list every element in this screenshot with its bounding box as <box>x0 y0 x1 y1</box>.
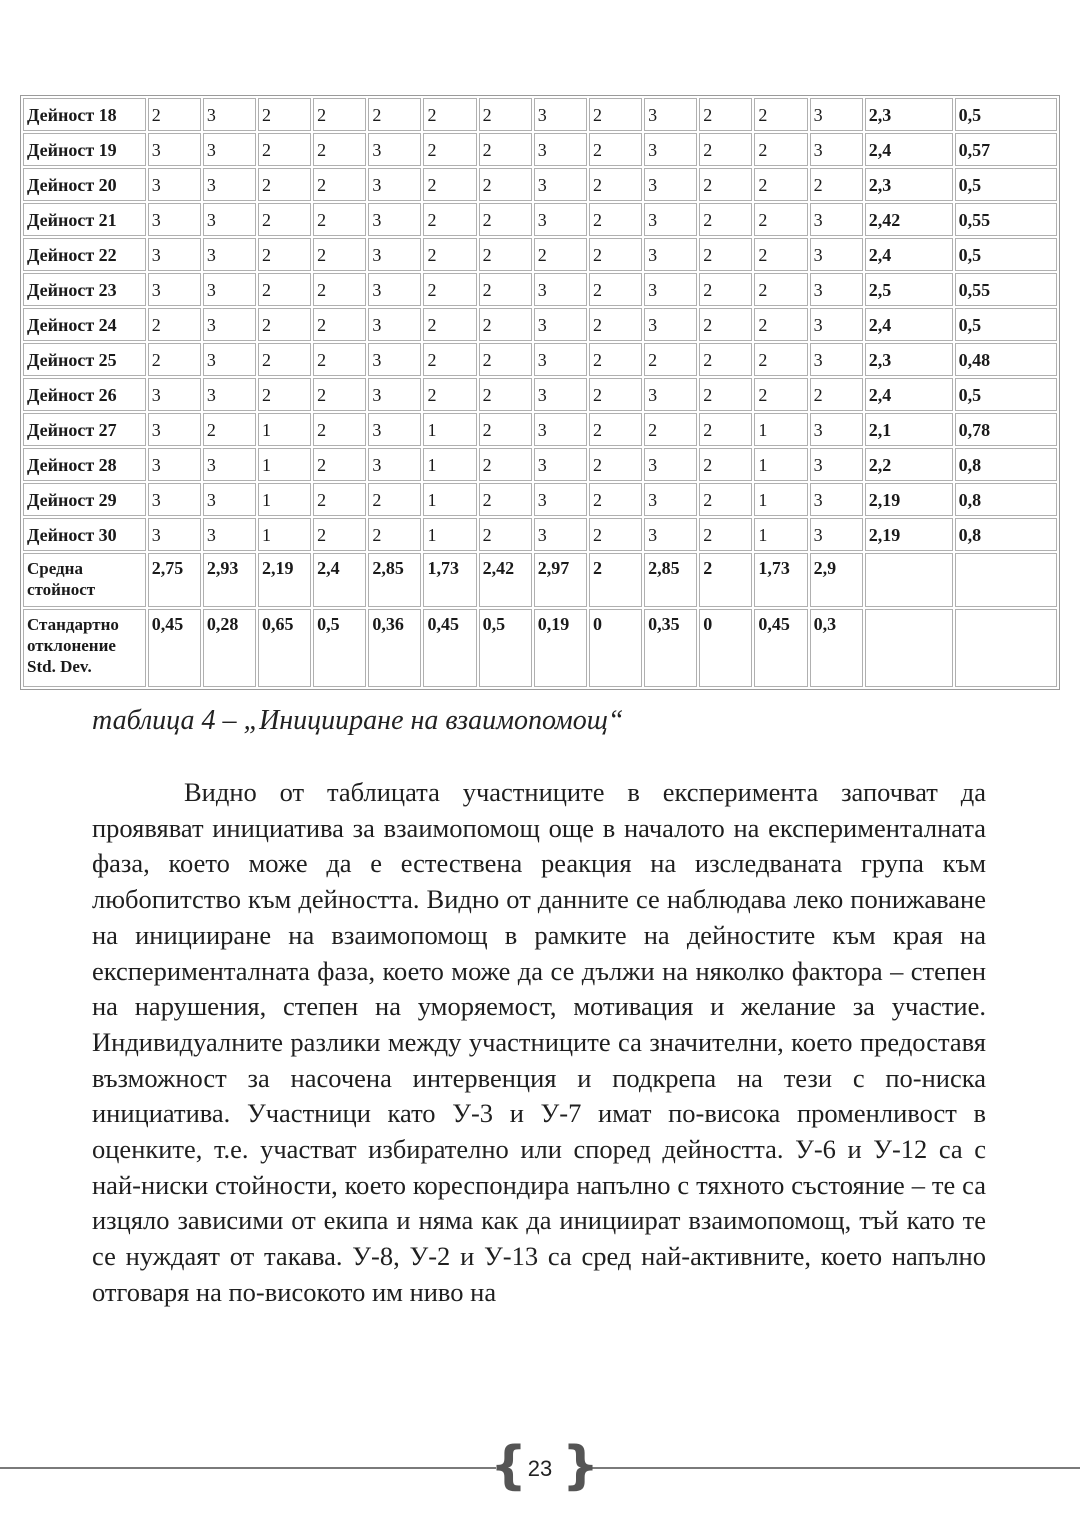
score-cell: 2 <box>699 448 752 481</box>
score-cell: 2 <box>148 98 201 131</box>
score-cell: 2 <box>754 378 807 411</box>
summary-cell: 2 <box>589 553 642 607</box>
score-cell: 3 <box>534 133 587 166</box>
mean-cell: 2,19 <box>865 483 953 516</box>
summary-cell: 0,36 <box>368 609 421 687</box>
score-cell: 1 <box>423 413 476 446</box>
empty-cell <box>865 609 953 687</box>
table-row <box>23 483 1057 516</box>
sd-cell: 0,48 <box>955 343 1057 376</box>
score-cell: 2 <box>258 168 311 201</box>
score-cell: 2 <box>754 98 807 131</box>
score-cell: 3 <box>644 483 697 516</box>
score-cell: 3 <box>810 273 863 306</box>
row-label: Дейност 18 <box>23 98 146 131</box>
score-cell: 2 <box>313 378 366 411</box>
row-label: Дейност 23 <box>23 273 146 306</box>
mean-cell: 2,4 <box>865 308 953 341</box>
score-cell: 3 <box>148 518 201 551</box>
score-cell: 2 <box>589 133 642 166</box>
score-cell: 2 <box>699 483 752 516</box>
score-cell: 3 <box>810 98 863 131</box>
score-cell: 1 <box>258 483 311 516</box>
mean-summary-row <box>23 553 1057 607</box>
sd-cell: 0,78 <box>955 413 1057 446</box>
score-cell: 3 <box>148 378 201 411</box>
score-cell: 3 <box>644 203 697 236</box>
score-cell: 2 <box>423 203 476 236</box>
sd-cell: 0,5 <box>955 238 1057 271</box>
empty-cell <box>865 553 953 607</box>
score-cell: 3 <box>810 483 863 516</box>
score-cell: 2 <box>423 168 476 201</box>
score-cell: 2 <box>810 168 863 201</box>
score-cell: 2 <box>754 273 807 306</box>
score-cell: 2 <box>423 98 476 131</box>
score-cell: 2 <box>479 98 532 131</box>
mean-cell: 2,3 <box>865 168 953 201</box>
table-row <box>23 343 1057 376</box>
row-label: Дейност 20 <box>23 168 146 201</box>
row-label: Дейност 29 <box>23 483 146 516</box>
empty-cell <box>955 553 1057 607</box>
score-cell: 3 <box>203 448 256 481</box>
score-cell: 3 <box>148 168 201 201</box>
score-cell: 2 <box>534 238 587 271</box>
score-cell: 1 <box>423 448 476 481</box>
row-label: Дейност 24 <box>23 308 146 341</box>
summary-cell: 1,73 <box>423 553 476 607</box>
score-cell: 2 <box>423 238 476 271</box>
score-cell: 3 <box>644 133 697 166</box>
mean-cell: 2,4 <box>865 133 953 166</box>
summary-cell: 2,97 <box>534 553 587 607</box>
score-cell: 2 <box>479 168 532 201</box>
table-row <box>23 308 1057 341</box>
table-row <box>23 168 1057 201</box>
summary-cell: 0,45 <box>423 609 476 687</box>
score-cell: 2 <box>754 168 807 201</box>
summary-cell: 0 <box>589 609 642 687</box>
row-label: Дейност 22 <box>23 238 146 271</box>
score-cell: 1 <box>258 448 311 481</box>
score-cell: 2 <box>699 203 752 236</box>
score-cell: 2 <box>368 483 421 516</box>
score-cell: 3 <box>810 518 863 551</box>
score-cell: 3 <box>368 238 421 271</box>
score-cell: 2 <box>479 343 532 376</box>
score-cell: 3 <box>644 518 697 551</box>
score-cell: 3 <box>810 308 863 341</box>
summary-cell: 0,19 <box>534 609 587 687</box>
row-label: Дейност 19 <box>23 133 146 166</box>
score-cell: 1 <box>754 483 807 516</box>
score-cell: 2 <box>699 518 752 551</box>
footer-rule-right <box>584 1467 1080 1469</box>
score-cell: 3 <box>644 273 697 306</box>
score-cell: 2 <box>258 203 311 236</box>
summary-cell: 2,19 <box>258 553 311 607</box>
score-cell: 2 <box>589 343 642 376</box>
score-cell: 3 <box>810 343 863 376</box>
score-cell: 3 <box>148 238 201 271</box>
score-cell: 2 <box>699 238 752 271</box>
score-cell: 2 <box>589 273 642 306</box>
score-cell: 3 <box>203 238 256 271</box>
score-cell: 2 <box>423 378 476 411</box>
mean-cell: 2,5 <box>865 273 953 306</box>
sd-cell: 0,5 <box>955 308 1057 341</box>
table-row <box>23 203 1057 236</box>
score-cell: 2 <box>754 238 807 271</box>
sd-cell: 0,5 <box>955 168 1057 201</box>
row-label: Дейност 26 <box>23 378 146 411</box>
score-cell: 1 <box>423 483 476 516</box>
table-row <box>23 273 1057 306</box>
summary-cell: 0 <box>699 609 752 687</box>
score-cell: 2 <box>644 343 697 376</box>
score-cell: 3 <box>368 203 421 236</box>
score-cell: 3 <box>534 273 587 306</box>
mean-cell: 2,42 <box>865 203 953 236</box>
score-cell: 2 <box>699 98 752 131</box>
score-cell: 3 <box>148 448 201 481</box>
score-cell: 2 <box>258 343 311 376</box>
empty-cell <box>955 609 1057 687</box>
row-label: Дейност 25 <box>23 343 146 376</box>
sd-cell: 0,5 <box>955 378 1057 411</box>
score-cell: 2 <box>313 98 366 131</box>
score-cell: 3 <box>644 378 697 411</box>
score-cell: 2 <box>479 378 532 411</box>
score-cell: 3 <box>203 308 256 341</box>
score-cell: 3 <box>148 133 201 166</box>
score-cell: 3 <box>368 378 421 411</box>
score-cell: 3 <box>203 343 256 376</box>
score-cell: 3 <box>644 308 697 341</box>
footer-rule-left <box>0 1467 496 1469</box>
score-cell: 2 <box>810 378 863 411</box>
score-cell: 2 <box>754 133 807 166</box>
row-label: Дейност 27 <box>23 413 146 446</box>
score-cell: 2 <box>479 238 532 271</box>
score-cell: 2 <box>313 273 366 306</box>
score-cell: 3 <box>368 308 421 341</box>
score-cell: 2 <box>368 98 421 131</box>
score-cell: 2 <box>423 343 476 376</box>
score-cell: 2 <box>368 518 421 551</box>
score-cell: 2 <box>589 518 642 551</box>
score-cell: 3 <box>810 203 863 236</box>
score-cell: 2 <box>589 308 642 341</box>
summary-cell: 2,42 <box>479 553 532 607</box>
score-cell: 3 <box>534 308 587 341</box>
score-cell: 2 <box>754 308 807 341</box>
row-label: Дейност 28 <box>23 448 146 481</box>
table-row <box>23 133 1057 166</box>
sd-cell: 0,57 <box>955 133 1057 166</box>
table-row <box>23 518 1057 551</box>
summary-cell: 2 <box>699 553 752 607</box>
score-cell: 2 <box>754 343 807 376</box>
score-cell: 2 <box>479 308 532 341</box>
summary-cell: 0,35 <box>644 609 697 687</box>
score-cell: 2 <box>589 238 642 271</box>
mean-cell: 2,2 <box>865 448 953 481</box>
score-cell: 2 <box>589 168 642 201</box>
score-cell: 3 <box>534 343 587 376</box>
score-cell: 2 <box>313 238 366 271</box>
score-cell: 3 <box>534 203 587 236</box>
score-cell: 2 <box>479 273 532 306</box>
score-cell: 3 <box>534 378 587 411</box>
score-cell: 3 <box>203 273 256 306</box>
score-cell: 1 <box>258 413 311 446</box>
left-brace-icon: { <box>490 1436 528 1496</box>
table-caption: таблица 4 – „Иницииране на взаимопомощ“ <box>92 705 624 736</box>
score-cell: 3 <box>368 133 421 166</box>
table-row <box>23 238 1057 271</box>
sd-cell: 0,5 <box>955 98 1057 131</box>
score-cell: 2 <box>313 343 366 376</box>
mean-cell: 2,4 <box>865 378 953 411</box>
row-label: Дейност 30 <box>23 518 146 551</box>
sd-cell: 0,55 <box>955 273 1057 306</box>
summary-cell: 2,85 <box>644 553 697 607</box>
score-cell: 3 <box>644 98 697 131</box>
score-cell: 2 <box>699 308 752 341</box>
mean-cell: 2,3 <box>865 98 953 131</box>
score-cell: 3 <box>644 238 697 271</box>
summary-cell: 0,5 <box>479 609 532 687</box>
table-row <box>23 413 1057 446</box>
sd-cell: 0,55 <box>955 203 1057 236</box>
score-cell: 1 <box>754 448 807 481</box>
summary-cell: 2,4 <box>313 553 366 607</box>
score-cell: 3 <box>203 518 256 551</box>
score-cell: 3 <box>534 98 587 131</box>
summary-cell: 0,5 <box>313 609 366 687</box>
sd-summary-row <box>23 609 1057 687</box>
score-cell: 2 <box>258 378 311 411</box>
score-cell: 2 <box>479 413 532 446</box>
score-cell: 2 <box>313 413 366 446</box>
summary-cell: 0,45 <box>754 609 807 687</box>
score-cell: 3 <box>534 483 587 516</box>
sd-cell: 0,8 <box>955 518 1057 551</box>
score-cell: 3 <box>810 238 863 271</box>
score-cell: 3 <box>203 98 256 131</box>
score-cell: 1 <box>258 518 311 551</box>
score-cell: 2 <box>313 168 366 201</box>
score-cell: 2 <box>699 273 752 306</box>
score-cell: 2 <box>699 413 752 446</box>
score-cell: 2 <box>589 413 642 446</box>
score-cell: 1 <box>754 413 807 446</box>
row-label: Дейност 21 <box>23 203 146 236</box>
score-cell: 3 <box>368 343 421 376</box>
score-cell: 2 <box>589 448 642 481</box>
score-cell: 2 <box>423 133 476 166</box>
score-cell: 3 <box>534 413 587 446</box>
score-cell: 2 <box>479 203 532 236</box>
score-cell: 3 <box>810 448 863 481</box>
score-cell: 3 <box>368 448 421 481</box>
table-row <box>23 98 1057 131</box>
score-cell: 3 <box>368 168 421 201</box>
score-cell: 2 <box>258 273 311 306</box>
mean-cell: 2,19 <box>865 518 953 551</box>
score-cell: 2 <box>479 448 532 481</box>
score-cell: 2 <box>644 413 697 446</box>
summary-cell: 1,73 <box>754 553 807 607</box>
score-cell: 2 <box>313 518 366 551</box>
summary-label: Стандартно отклонение Std. Dev. <box>23 609 146 687</box>
score-cell: 2 <box>313 483 366 516</box>
score-cell: 2 <box>148 308 201 341</box>
score-cell: 3 <box>203 378 256 411</box>
summary-cell: 2,85 <box>368 553 421 607</box>
score-cell: 2 <box>313 133 366 166</box>
score-cell: 2 <box>754 203 807 236</box>
score-cell: 2 <box>313 448 366 481</box>
score-cell: 2 <box>699 168 752 201</box>
sd-cell: 0,8 <box>955 483 1057 516</box>
score-cell: 2 <box>699 378 752 411</box>
score-cell: 2 <box>479 133 532 166</box>
score-cell: 3 <box>148 273 201 306</box>
score-cell: 2 <box>258 98 311 131</box>
summary-cell: 2,75 <box>148 553 201 607</box>
score-cell: 1 <box>423 518 476 551</box>
summary-cell: 0,28 <box>203 609 256 687</box>
score-cell: 3 <box>810 133 863 166</box>
score-cell: 2 <box>589 98 642 131</box>
score-cell: 3 <box>203 203 256 236</box>
score-cell: 2 <box>148 343 201 376</box>
score-cell: 3 <box>148 413 201 446</box>
summary-cell: 2,93 <box>203 553 256 607</box>
score-cell: 3 <box>203 168 256 201</box>
activity-data-table <box>20 95 1060 690</box>
score-cell: 2 <box>589 203 642 236</box>
score-cell: 3 <box>368 273 421 306</box>
mean-cell: 2,4 <box>865 238 953 271</box>
summary-cell: 0,45 <box>148 609 201 687</box>
body-paragraph: Видно от таблицата участниците в експеримента започват да проявяват инициатива за взаимопомощ още в началото на експерименталната фаза, което може да е естествена реакция на изследваната група към любопитство към дейността. Видно от данните се наблюдава леко понижаване на иницииране на взаимопомощ в рамките на дейностите към края на експерименталната фаза, което може да се дължи на няколко фактора – степен на нарушения, степен на уморяемост, мотивация и желание за участие. Индивидуалните разлики между участниците са значителни, което предоставя възможност за насочена интервенция и подкрепа на тези с по-ниска инициатива. Участници като У-3 и У-7 имат по-висока променливост в оценките, т.е. участват избирателно или според дейността. У-6 и У-12 са с най-ниски стойности, което кореспондира напълно с тяхното състояние – те са изцяло зависими от екипа и няма как да инициират взаимопомощ, тъй като те се нуждаят от такава. У-8, У-2 и У-13 са сред най-активните, което напълно отговаря на по-високото им ниво на <box>92 777 986 1307</box>
score-cell: 2 <box>589 483 642 516</box>
score-cell: 3 <box>810 413 863 446</box>
summary-cell: 0,3 <box>810 609 863 687</box>
score-cell: 2 <box>258 238 311 271</box>
score-cell: 3 <box>148 483 201 516</box>
score-cell: 2 <box>479 483 532 516</box>
score-cell: 2 <box>203 413 256 446</box>
score-cell: 3 <box>368 413 421 446</box>
score-cell: 3 <box>534 168 587 201</box>
score-cell: 3 <box>203 483 256 516</box>
mean-cell: 2,1 <box>865 413 953 446</box>
score-cell: 3 <box>644 448 697 481</box>
score-cell: 1 <box>754 518 807 551</box>
score-cell: 2 <box>699 133 752 166</box>
table-row <box>23 448 1057 481</box>
score-cell: 2 <box>423 273 476 306</box>
score-cell: 2 <box>258 133 311 166</box>
summary-cell: 2,9 <box>810 553 863 607</box>
table-row <box>23 378 1057 411</box>
score-cell: 3 <box>534 448 587 481</box>
score-cell: 3 <box>534 518 587 551</box>
score-cell: 2 <box>699 343 752 376</box>
score-cell: 3 <box>644 168 697 201</box>
score-cell: 2 <box>423 308 476 341</box>
score-cell: 2 <box>589 378 642 411</box>
sd-cell: 0,8 <box>955 448 1057 481</box>
score-cell: 3 <box>148 203 201 236</box>
mean-cell: 2,3 <box>865 343 953 376</box>
page-number: 23 <box>527 1456 553 1481</box>
summary-cell: 0,65 <box>258 609 311 687</box>
score-cell: 2 <box>313 203 366 236</box>
score-cell: 2 <box>479 518 532 551</box>
summary-label: Средна стойност <box>23 553 146 607</box>
right-brace-icon: } <box>562 1436 600 1496</box>
score-cell: 2 <box>258 308 311 341</box>
score-cell: 2 <box>313 308 366 341</box>
score-cell: 3 <box>203 133 256 166</box>
